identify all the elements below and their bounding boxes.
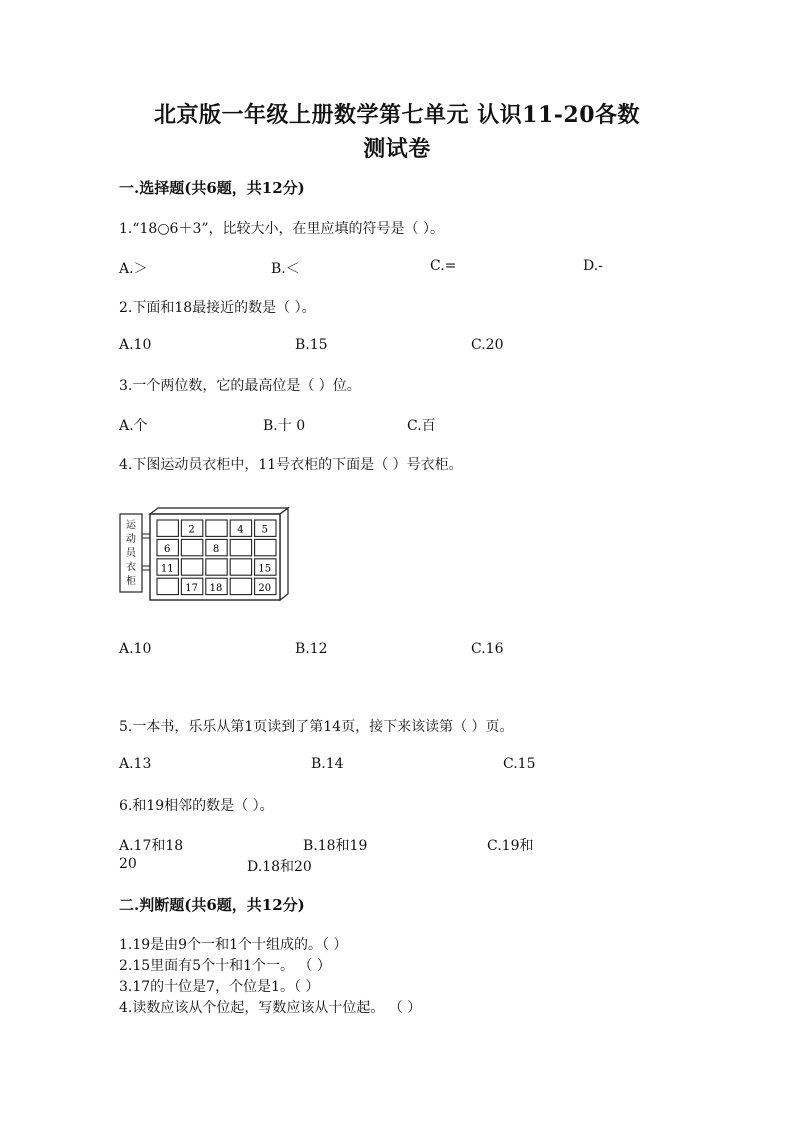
judgement-item-3: 3.17的十位是7，个位是1。（ ） [119, 979, 320, 995]
locker-figure [118, 506, 294, 602]
question-6-stem: 6.和19相邻的数是（ ）。 [119, 798, 274, 814]
page-title-line1: 北京版一年级上册数学第七单元 认识11-20各数 [153, 102, 641, 128]
q6-option-c-continued: 20 [119, 856, 137, 872]
locker-cell-number: 2 [188, 524, 195, 536]
section1-heading: 一.选择题(共6题，共12分) [119, 179, 305, 197]
question-5-stem: 5.一本书，乐乐从第1页读到了第14页，接下来该读第（ ）页。 [119, 719, 514, 735]
locker-cell [181, 539, 202, 555]
q3-option-b: B.十 0 [263, 418, 306, 434]
question-3-stem: 3.一个两位数，它的最高位是（ ）位。 [119, 378, 361, 394]
locker-cell-number: 15 [258, 563, 272, 575]
locker-cell [181, 559, 202, 575]
q6-option-c: C.19和 [487, 838, 534, 854]
question-1-stem: 1.“18○6＋3”，比较大小，在里应填的符号是（ ）。 [119, 221, 444, 237]
q1-option-a: A.＞ [119, 261, 148, 277]
locker-cell [255, 539, 276, 555]
section2-heading: 二.判断题(共6题，共12分) [119, 896, 305, 914]
judgement-item-1: 1.19是由9个一和1个十组成的。（ ） [119, 937, 348, 953]
q3-option-a: A.个 [119, 418, 148, 434]
locker-cell-number: 8 [212, 544, 220, 556]
q6-option-a: A.17和18 [119, 838, 184, 854]
locker-cell-number: 4 [237, 524, 244, 536]
q6-option-d: D.18和20 [247, 859, 312, 875]
locker-cell [157, 578, 178, 594]
locker-cell [230, 539, 251, 555]
judgement-item-4: 4.读数应该从个位起，写数应该从十位起。 （ ） [119, 1000, 422, 1016]
question-2-stem: 2.下面和18最接近的数是（ ）。 [119, 300, 316, 316]
q5-option-c: C.15 [503, 756, 536, 772]
q2-option-c: C.20 [471, 337, 504, 353]
q1-option-b: B.＜ [271, 261, 300, 277]
locker-side-char: 柜 [126, 576, 136, 587]
q1-option-c: C.= [430, 258, 457, 274]
q2-option-b: B.15 [295, 337, 328, 353]
judgement-item-2: 2.15里面有5个十和1个一。 （ ） [119, 958, 331, 974]
locker-side-char: 衣 [126, 562, 136, 573]
q4-option-c: C.16 [471, 641, 504, 657]
locker-side-char: 动 [126, 534, 136, 545]
locker-cell [206, 520, 227, 536]
q4-option-a: A.10 [119, 641, 152, 657]
q4-option-b: B.12 [295, 641, 328, 657]
q5-option-b: B.14 [311, 756, 344, 772]
locker-cell-number: 18 [209, 582, 223, 594]
q6-option-b: B.18和19 [303, 838, 368, 854]
locker-cell-number: 6 [164, 544, 171, 556]
q3-option-c: C.百 [407, 418, 436, 434]
locker-cell-number: 5 [261, 524, 268, 536]
locker-cell [157, 520, 178, 536]
q5-option-a: A.13 [119, 756, 152, 772]
locker-cell [230, 578, 251, 594]
q2-option-a: A.10 [119, 337, 152, 353]
locker-cell-number: 11 [160, 563, 174, 575]
locker-side-char: 运 [126, 520, 136, 531]
locker-cell-number: 20 [258, 582, 272, 594]
locker-side-char: 员 [126, 548, 136, 559]
page-title-line2: 测试卷 [363, 136, 431, 162]
question-4-stem: 4.下图运动员衣柜中，11号衣柜的下面是（ ）号衣柜。 [119, 457, 463, 473]
locker-cell [206, 559, 227, 575]
q1-option-d: D.- [583, 258, 603, 274]
locker-cell-number: 17 [185, 582, 198, 594]
locker-cell [230, 559, 251, 575]
